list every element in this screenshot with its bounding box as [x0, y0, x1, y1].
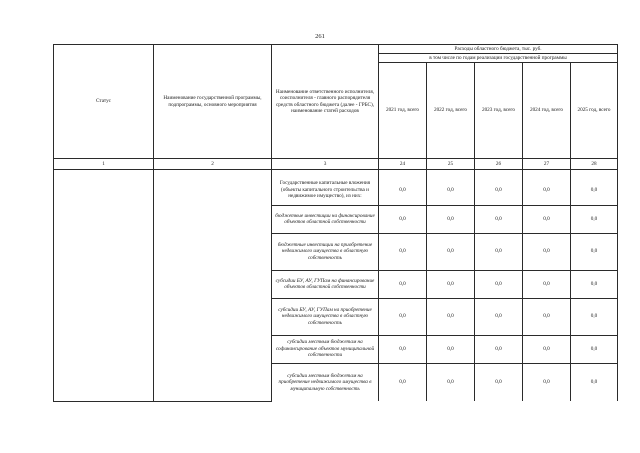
row-value: 0,0 [427, 175, 475, 205]
budget-table [53, 44, 618, 402]
row-value: 0,0 [379, 270, 427, 298]
header-expenses-subtitle: в том числе по годам реализации государственной программы [379, 54, 618, 63]
row-value: 0,0 [379, 233, 427, 270]
header-year: 2022 год, всего [427, 63, 475, 159]
row-value: 0,0 [379, 363, 427, 401]
column-number: 28 [571, 159, 618, 170]
header-year: 2025 год, всего [571, 63, 618, 159]
header-row-1 [54, 45, 618, 54]
row-value: 0,0 [475, 270, 523, 298]
row-value: 0,0 [475, 298, 523, 335]
row-value: 0,0 [475, 175, 523, 205]
column-number: 25 [427, 159, 475, 170]
row-value: 0,0 [427, 298, 475, 335]
header-program-name: Наименование государственной программы, подпрограммы, основного мероприятия [154, 45, 272, 159]
row-value: 0,0 [571, 233, 618, 270]
row-label: субсидии БУ, АУ, ГУПам на приобретение недвижимого имущества в областную собственность [272, 298, 379, 335]
row-value: 0,0 [475, 233, 523, 270]
row-value: 0,0 [571, 335, 618, 363]
row-value: 0,0 [379, 335, 427, 363]
row-value: 0,0 [523, 335, 571, 363]
row-value: 0,0 [571, 270, 618, 298]
row-value: 0,0 [571, 363, 618, 401]
column-number: 26 [475, 159, 523, 170]
row-label: субсидии местным бюджетам на приобретение недвижимого имущества в муниципальную собственность [272, 363, 379, 401]
row-value: 0,0 [379, 298, 427, 335]
row-label: субсидии БУ, АУ, ГУПам на финансирование объектов областной собственности [272, 270, 379, 298]
header-status: Статус [54, 45, 154, 159]
row-value: 0,0 [475, 363, 523, 401]
header-expenses-title: Расходы областного бюджета, тыс. руб. [379, 45, 618, 54]
row-label: субсидии местным бюджетам на софинансирование объектов муниципальной собственности [272, 335, 379, 363]
column-number: 1 [54, 159, 154, 170]
row-value: 0,0 [523, 175, 571, 205]
header-year: 2024 год, всего [523, 63, 571, 159]
row-label: бюджетные инвестиции на приобретение недвижимого имущества в областную собственность [272, 233, 379, 270]
column-number: 27 [523, 159, 571, 170]
status-cell [54, 170, 154, 402]
row-value: 0,0 [523, 363, 571, 401]
row-value: 0,0 [475, 335, 523, 363]
row-value: 0,0 [427, 233, 475, 270]
row-value: 0,0 [523, 233, 571, 270]
row-value: 0,0 [427, 205, 475, 233]
row-value: 0,0 [427, 270, 475, 298]
header-executor: Наименование ответственного исполнителя, соисполнителя - главного распорядителя средств областного бюджета (далее - ГРБС), наименование статей расходов [272, 45, 379, 159]
column-number-row [54, 159, 618, 170]
row-value: 0,0 [571, 205, 618, 233]
row-label: бюджетные инвестиции на финансирование объектов областной собственности [272, 205, 379, 233]
program-name-cell [154, 170, 272, 402]
row-value: 0,0 [523, 298, 571, 335]
header-year: 2023 год, всего [475, 63, 523, 159]
row-value: 0,0 [379, 205, 427, 233]
row-value: 0,0 [379, 175, 427, 205]
column-number: 3 [272, 159, 379, 170]
row-value: 0,0 [427, 363, 475, 401]
row-value: 0,0 [523, 270, 571, 298]
header-year: 2021 год, всего [379, 63, 427, 159]
column-number: 2 [154, 159, 272, 170]
page-number: 261 [315, 33, 325, 40]
row-label: Государственные капитальные вложения (объекты капитального строительства и недвижимое имущество), из них: [272, 175, 379, 205]
row-value: 0,0 [427, 335, 475, 363]
row-value: 0,0 [571, 298, 618, 335]
row-value: 0,0 [475, 205, 523, 233]
row-value: 0,0 [523, 205, 571, 233]
column-number: 24 [379, 159, 427, 170]
row-value: 0,0 [571, 175, 618, 205]
